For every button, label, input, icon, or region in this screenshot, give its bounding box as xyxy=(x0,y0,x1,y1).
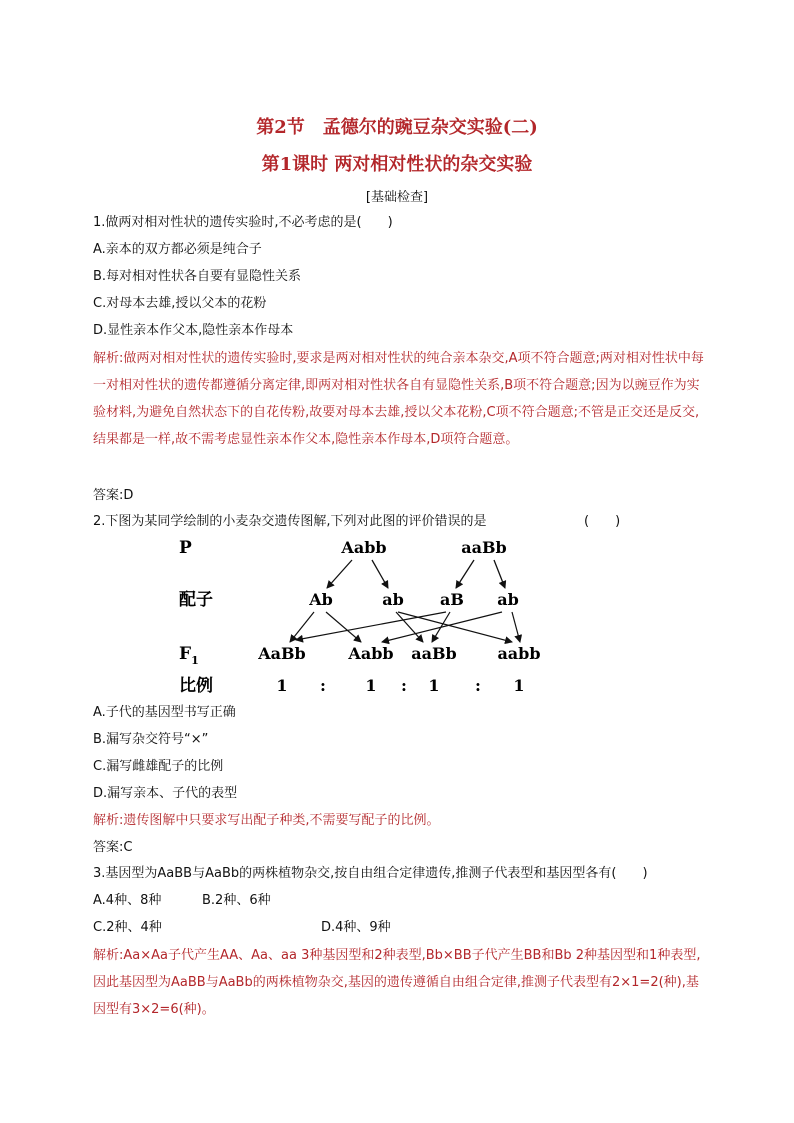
arrow-ab-to-aabb-2 xyxy=(326,612,361,642)
ratio-colon-3: : xyxy=(475,676,481,695)
ratio-colon-2: : xyxy=(401,676,407,695)
q2-analysis: 解析:遗传图解中只要求写出配子种类,不需要写配子的比例。 xyxy=(93,813,440,828)
row-label-ratio: 比例 xyxy=(179,676,213,696)
row-label-gametes: 配子 xyxy=(179,590,213,610)
q3-option-b: B.2种、6种 xyxy=(202,893,271,908)
q2-option-c: C.漏写雌雄配子的比例 xyxy=(93,759,224,774)
offspring-1: AaBb xyxy=(258,644,306,663)
gamete-2: ab xyxy=(382,590,404,609)
q3-option-d: D.4种、9种 xyxy=(321,920,391,935)
ratio-1: 1 xyxy=(276,676,288,695)
arrow-parent2-gamete3 xyxy=(456,560,474,588)
gamete-4: ab xyxy=(497,590,519,609)
q1-stem: 1.做两对相对性状的遗传实验时,不必考虑的是( ) xyxy=(93,215,393,230)
q1-option-c: C.对母本去雄,授以父本的花粉 xyxy=(93,296,267,311)
arrow-parent1-gamete1 xyxy=(327,560,352,588)
section-title: 第2节 孟德尔的豌豆杂交实验(二) xyxy=(256,117,538,138)
ratio-3: 1 xyxy=(428,676,440,695)
cross-diagram xyxy=(0,532,794,702)
arrow-ab4-to-aabb-4 xyxy=(512,612,520,642)
q1-option-a: A.亲本的双方都必须是纯合子 xyxy=(93,242,262,257)
lesson-title: 第1课时 两对相对性状的杂交实验 xyxy=(261,154,533,175)
parent-1: Aabb xyxy=(341,538,387,557)
q2-option-a: A.子代的基因型书写正确 xyxy=(93,705,236,720)
gamete-3: aB xyxy=(440,590,464,609)
ratio-4: 1 xyxy=(513,676,525,695)
q1-answer: 答案:D xyxy=(93,488,134,503)
q3-analysis: 解析:Aa×Aa子代产生AA、Aa、aa 3种基因型和2种表型,Bb×BB子代产生BB和Bb 2种基因型和1种表型,因此基因型为AaBB与AaBb的两株植物杂交,基因的遗传遵循自由组合定律,推测子代表型有2×1=2(种),基因型有3×2=6(种)。 xyxy=(93,948,701,1017)
q2-answer: 答案:C xyxy=(93,840,133,855)
offspring-3: aaBb xyxy=(411,644,457,663)
arrow-parent2-gamete4 xyxy=(494,560,505,588)
offspring-2: Aabb xyxy=(348,644,394,663)
q1-analysis: 解析:做两对相对性状的遗传实验时,要求是两对相对性状的纯合亲本杂交,A项不符合题意;两对相对性状中每一对相对性状的遗传都遵循分离定律,即两对相对性状各自有显隐性关系,B项不符合题意;因为以豌豆作为实验材料,为避免自然状态下的自花传粉,故要对母本去雄,授以父本花粉,C项不符合题意;不管是正交还是反交,结果都是一样,故不需考虑显性亲本作父本,隐性亲本作母本,D项符合题意。 xyxy=(93,351,704,447)
q1-option-b: B.每对相对性状各自要有显隐性关系 xyxy=(93,269,302,284)
q3-option-c: C.2种、4种 xyxy=(93,920,162,935)
offspring-4: aabb xyxy=(497,644,541,663)
arrow-parent1-gamete2 xyxy=(372,560,388,588)
q2-option-b: B.漏写杂交符号“×” xyxy=(93,732,209,747)
section-tag: [基础检查] xyxy=(365,190,429,205)
row-label-f1: $F_1$ xyxy=(179,644,199,667)
q2-stem: 2.下图为某同学绘制的小麦杂交遗传图解,下列对此图的评价错误的是 xyxy=(93,514,487,529)
parent-2: aaBb xyxy=(461,538,507,557)
ratio-2: 1 xyxy=(365,676,377,695)
q2-option-d: D.漏写亲本、子代的表型 xyxy=(93,786,238,801)
arrow-ab2-to-aabb-4 xyxy=(398,612,512,642)
arrow-ab3-to-aabb-1 xyxy=(296,612,446,640)
gamete-1: Ab xyxy=(309,590,333,609)
ratio-colon-1: : xyxy=(320,676,326,695)
row-label-p: P xyxy=(179,538,192,558)
q1-option-d: D.显性亲本作父本,隐性亲本作母本 xyxy=(93,323,294,338)
q3-option-a: A.4种、8种 xyxy=(93,893,162,908)
q2-answer-paren: ( ) xyxy=(584,514,621,529)
q3-stem: 3.基因型为AaBB与AaBb的两株植物杂交,按自由组合定律遗传,推测子代表型和基因型各有( ) xyxy=(93,866,648,881)
